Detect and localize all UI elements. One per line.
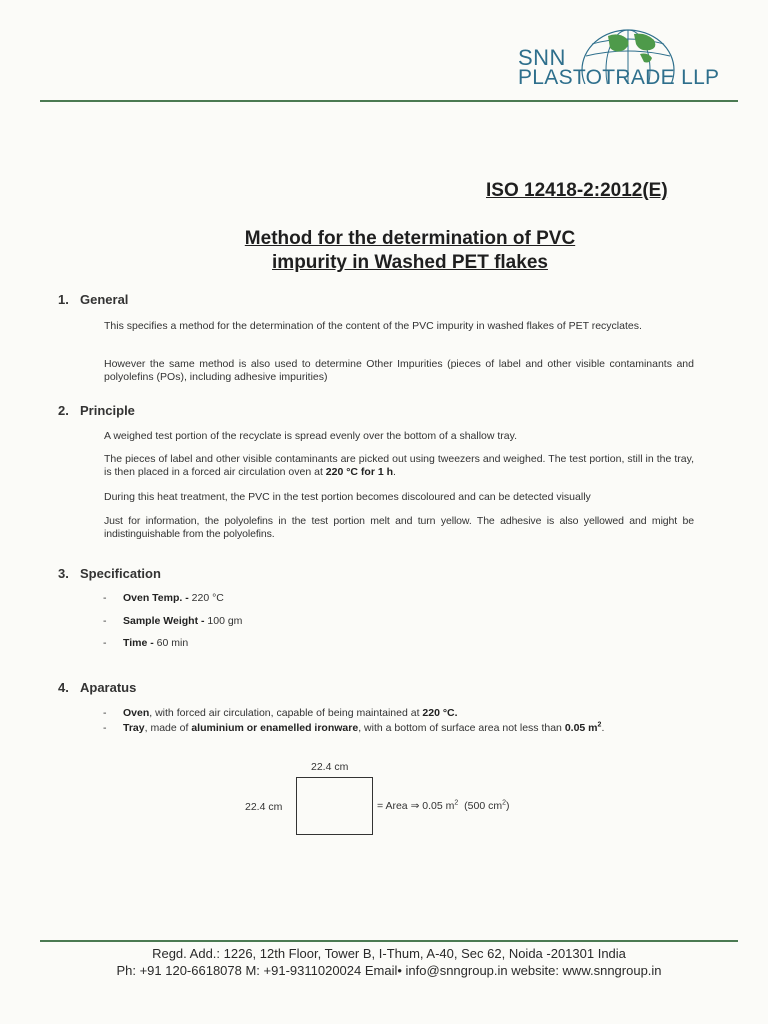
diagram-top-dimension: 22.4 cm bbox=[311, 761, 349, 773]
document-title-line2: impurity in Washed PET flakes bbox=[272, 252, 548, 273]
standard-number: ISO 12418-2:2012(E) bbox=[486, 180, 668, 201]
document-title-line1: Method for the determination of PVC bbox=[244, 228, 576, 249]
spec-item-time: - Time - 60 min bbox=[103, 637, 189, 649]
footer-contact: Ph: +91 120-6618078 M: +91-9311020024 Email• info@snngroup.in website: www.snngroup.in bbox=[116, 963, 662, 978]
principle-paragraph-2: The pieces of label and other visible contaminants are picked out using tweezers and weighed. The test portion, still in the tray, is then placed in a forced air circulation oven at 220 °C for 1 h. bbox=[104, 453, 694, 478]
spec-item-sample-weight: - Sample Weight - 100 gm bbox=[103, 615, 243, 627]
section-heading-principle: 2. Principle bbox=[58, 403, 135, 418]
apparatus-item-oven: - Oven, with forced air circulation, capable of being maintained at 220 °C. bbox=[103, 707, 458, 719]
section-heading-apparatus: 4. Aparatus bbox=[58, 680, 137, 695]
principle-paragraph-4: Just for information, the polyolefins in the test portion melt and turn yellow. The adhesive is also yellowed and might be indistinguishable from the polyolefins. bbox=[104, 515, 694, 540]
company-logo-text bbox=[518, 45, 720, 89]
diagram-left-dimension: 22.4 cm bbox=[245, 801, 283, 813]
general-paragraph-2: However the same method is also used to determine Other Impurities (pieces of label and other visible contaminants and polyolefins (POs), including adhesive impurities) bbox=[104, 358, 694, 383]
principle-paragraph-1: A weighed test portion of the recyclate is spread evenly over the bottom of a shallow tray. bbox=[104, 430, 518, 442]
logo-company-name: PLASTOTRADE LLP bbox=[518, 66, 720, 89]
section-heading-specification: 3. Specification bbox=[58, 566, 161, 581]
principle-paragraph-3: During this heat treatment, the PVC in the test portion becomes discoloured and can be detected visually bbox=[104, 491, 591, 503]
apparatus-item-tray: - Tray, made of aluminium or enamelled ironware, with a bottom of surface area not less than 0.05 $m^2$. bbox=[103, 721, 605, 734]
diagram-area-label: = Area ⇒ 0.05 $m^2$ (500 $cm^2$) bbox=[377, 799, 510, 812]
tray-square-diagram bbox=[296, 777, 373, 835]
footer-address: Regd. Add.: 1226, 12th Floor, Tower B, I-Thum, A-40, Sec 62, Noida -201301 India bbox=[152, 946, 626, 961]
logo-snn: SNN bbox=[518, 45, 566, 70]
general-paragraph-1: This specifies a method for the determination of the content of the PVC impurity in washed flakes of PET recyclates. bbox=[104, 320, 642, 332]
section-heading-general: 1. General bbox=[58, 292, 129, 307]
spec-item-oven-temp: - Oven Temp. - 220 °C bbox=[103, 592, 224, 604]
footer-divider bbox=[40, 940, 738, 942]
header-divider bbox=[40, 100, 738, 102]
